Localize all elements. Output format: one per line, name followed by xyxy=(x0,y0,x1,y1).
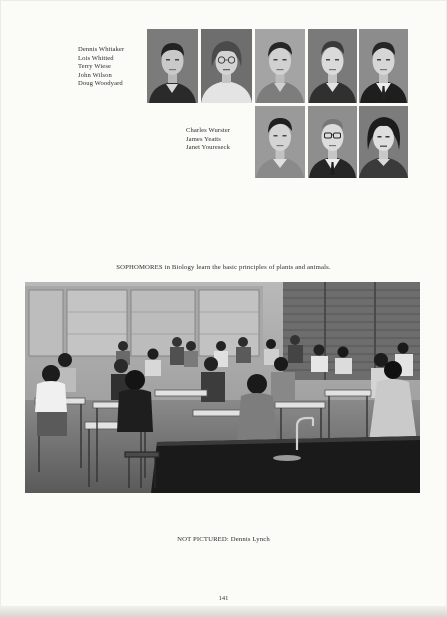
portrait-charles-wurster xyxy=(255,106,305,178)
page-number: 141 xyxy=(218,595,229,602)
student-name: Dennis Whitaker xyxy=(78,46,125,53)
portrait-dennis-whitaker xyxy=(147,29,198,103)
student-name: John Wilson xyxy=(78,71,112,79)
name-list-bottom xyxy=(186,127,230,153)
photo-caption: SOPHOMORES in Biology learn the basic principles of plants and animals. xyxy=(116,264,331,271)
portrait-john-wilson xyxy=(308,29,357,103)
student-name: Doug Woodyard xyxy=(78,80,123,88)
portrait-james-yeatts xyxy=(308,106,357,178)
portrait-lois-whitted xyxy=(201,29,252,103)
name-list-top xyxy=(78,46,124,89)
portrait-doug-woodyard xyxy=(359,29,408,103)
not-pictured-note: NOT PICTURED: Dennis Lynch xyxy=(177,536,270,543)
student-name: Janet Youreseck xyxy=(186,144,230,152)
portrait-janet-youreseck xyxy=(359,106,408,178)
student-name: Charles Wurster xyxy=(186,127,231,134)
portrait-terry-wiese xyxy=(255,29,305,103)
student-name: James Yeatts xyxy=(186,135,221,143)
classroom-photo xyxy=(25,282,420,493)
student-name: Lois Whitted xyxy=(78,54,114,62)
student-name: Terry Wiese xyxy=(78,63,112,71)
